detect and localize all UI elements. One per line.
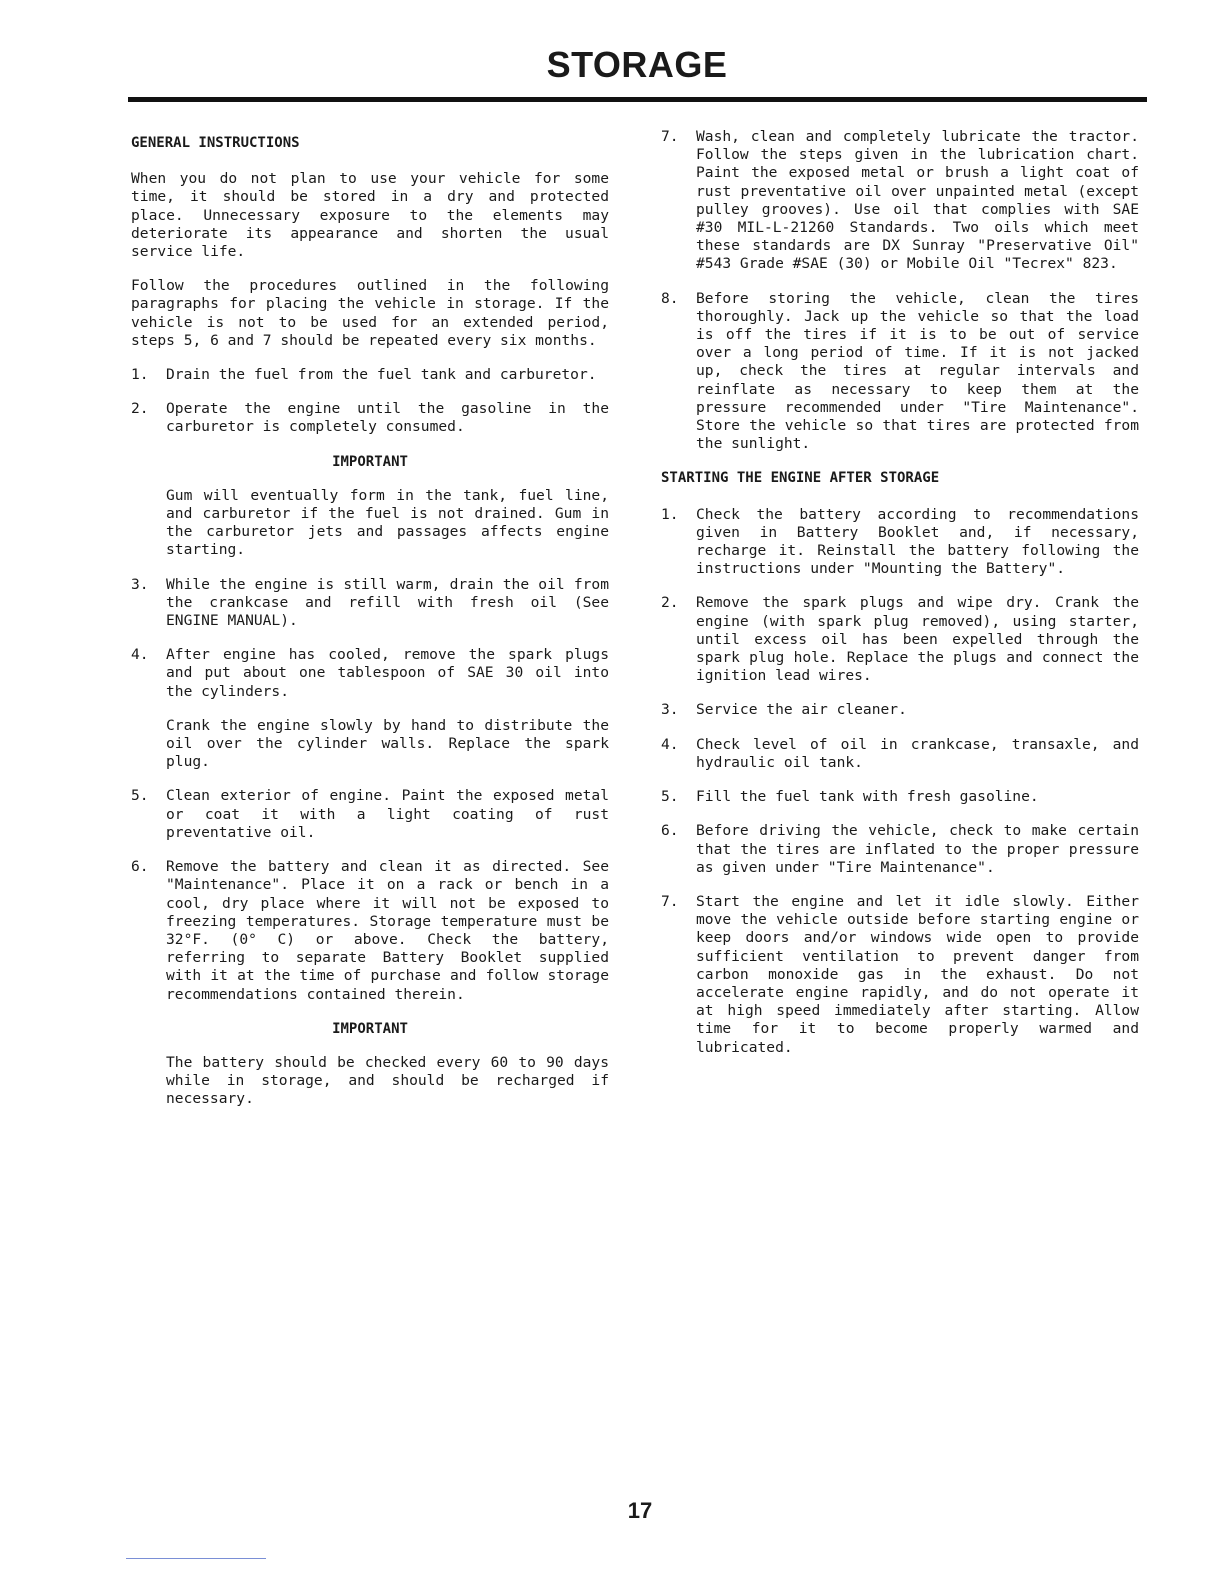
storage-step-2 xyxy=(131,400,609,436)
page-title: STORAGE xyxy=(546,44,728,85)
step-number: 2. xyxy=(131,400,149,418)
step-number: 6. xyxy=(661,822,679,840)
storage-step-8 xyxy=(661,290,1139,454)
start-step-3 xyxy=(661,701,1139,719)
step-text: Remove the spark plugs and wipe dry. Crank the engine (with spark plug removed), using starter, until excess oil has been expelled through the spark plug hole. Replace the plugs and connect the ignition lead wires. xyxy=(696,594,1139,685)
step-text: Operate the engine until the gasoline in the carburetor is completely consumed. xyxy=(166,400,609,436)
left-column xyxy=(131,128,609,1125)
right-column xyxy=(661,128,1139,1073)
step-text: Fill the fuel tank with fresh gasoline. xyxy=(696,788,1039,806)
step-number: 4. xyxy=(661,735,679,753)
storage-step-1 xyxy=(131,366,609,384)
intro-paragraph: Follow the procedures outlined in the following paragraphs for placing the vehicle in storage. If the vehicle is not to be used for an extended period, steps 5, 6 and 7 should be repeated every six months. xyxy=(131,277,609,349)
step-text: Wash, clean and completely lubricate the tractor. Follow the steps given in the lubrication chart. Paint the exposed metal or brush a light coat of rust preventative oil over unpainted metal (except pulley grooves). Use oil that complies with SAE #30 MIL-L-21260 Standards. Two oils which meet these standards are DX Sunray "Preservative Oil" #543 Grade #SAE (30) or Mobile Oil "Tecrex" 823. xyxy=(696,128,1139,273)
storage-step-3 xyxy=(131,576,609,631)
start-step-7 xyxy=(661,893,1139,1057)
step-number: 6. xyxy=(131,858,149,876)
step-text: Check level of oil in crankcase, transaxle, and hydraulic oil tank. xyxy=(696,735,1139,771)
step-text: After engine has cooled, remove the spark plugs and put about one tablespoon of SAE 30 oil into the cylinders. xyxy=(166,646,609,700)
step-number: 7. xyxy=(661,892,679,910)
storage-step-6 xyxy=(131,858,609,1004)
step-number: 8. xyxy=(661,289,679,307)
start-step-4 xyxy=(661,736,1139,772)
step-number: 2. xyxy=(661,594,679,612)
start-step-2 xyxy=(661,594,1139,685)
step-text: While the engine is still warm, drain the oil from the crankcase and refill with fresh oil (See ENGINE MANUAL). xyxy=(166,575,609,630)
step-text: Service the air cleaner. xyxy=(696,701,907,719)
start-step-6 xyxy=(661,822,1139,877)
important-label: IMPORTANT xyxy=(332,453,408,470)
important-note-gum: Gum will eventually form in the tank, fuel line, and carburetor if the fuel is not drained. Gum in the carburetor jets and passages affects engine starting. xyxy=(166,486,609,559)
start-step-1 xyxy=(661,506,1139,579)
step-number: 3. xyxy=(661,701,679,719)
intro-paragraph: When you do not plan to use your vehicle for some time, it should be stored in a dry and protected place. Unnecessary exposure to the elements may deteriorate its appearance and shorten the usual service life. xyxy=(131,170,609,261)
step-text: Start the engine and let it idle slowly. Either move the vehicle outside before starting engine or keep doors and/or windows wide open to provide sufficient ventilation to prevent danger from carbon monoxide gas in the exhaust. Do not accelerate engine rapidly, and do not operate it at high speed immediately after starting. Allow time for it to become properly warmed and lubricated. xyxy=(696,892,1139,1056)
step-number: 5. xyxy=(131,787,149,805)
title-divider xyxy=(128,97,1147,102)
step-4-note: Crank the engine slowly by hand to distribute the oil over the cylinder walls. Replace the spark plug. xyxy=(166,716,609,771)
section-heading-general-instructions: GENERAL INSTRUCTIONS xyxy=(131,135,300,151)
step-number: 1. xyxy=(131,366,149,384)
step-text: Clean exterior of engine. Paint the exposed metal or coat it with a light coating of rust preventative oil. xyxy=(166,787,609,841)
storage-step-4 xyxy=(131,646,609,701)
step-text: Before driving the vehicle, check to make certain that the tires are inflated to the proper pressure as given under "Tire Maintenance". xyxy=(696,822,1139,876)
storage-step-7 xyxy=(661,128,1139,274)
start-step-5 xyxy=(661,788,1139,806)
step-text: Check the battery according to recommendations given in Battery Booklet and, if necessary, recharge it. Reinstall the battery following the instructions under "Mounting the Battery". xyxy=(696,505,1139,578)
step-number: 7. xyxy=(661,128,679,145)
step-number: 3. xyxy=(131,575,149,593)
step-number: 1. xyxy=(661,505,679,523)
footer-divider xyxy=(126,1558,266,1559)
important-label: IMPORTANT xyxy=(332,1020,408,1037)
step-number: 4. xyxy=(131,646,149,664)
step-number: 5. xyxy=(661,788,679,806)
important-note-battery: The battery should be checked every 60 to 90 days while in storage, and should be recharged if necessary. xyxy=(166,1053,609,1108)
page-number: 17 xyxy=(627,1498,653,1523)
step-text: Remove the battery and clean it as directed. See "Maintenance". Place it on a rack or bench in a cool, dry place where it will not be exposed to freezing temperatures. Storage temperature must be 32°F. (0° C) or above. Check the battery, referring to separate Battery Booklet supplied with it at the time of purchase and follow storage recommendations contained therein. xyxy=(166,858,609,1003)
section-heading-starting-engine: STARTING THE ENGINE AFTER STORAGE xyxy=(661,470,940,487)
step-text: Before storing the vehicle, clean the tires thoroughly. Jack up the vehicle so that the load is off the tires if it is to be out of service over a long period of time. If it is not jacked up, check the tires at regular intervals and reinflate as necessary to keep them at the pressure recommended under "Tire Maintenance". Store the vehicle so that tires are protected from the sunlight. xyxy=(696,289,1139,453)
storage-step-5 xyxy=(131,787,609,842)
step-text: Drain the fuel from the fuel tank and carburetor. xyxy=(166,366,597,384)
